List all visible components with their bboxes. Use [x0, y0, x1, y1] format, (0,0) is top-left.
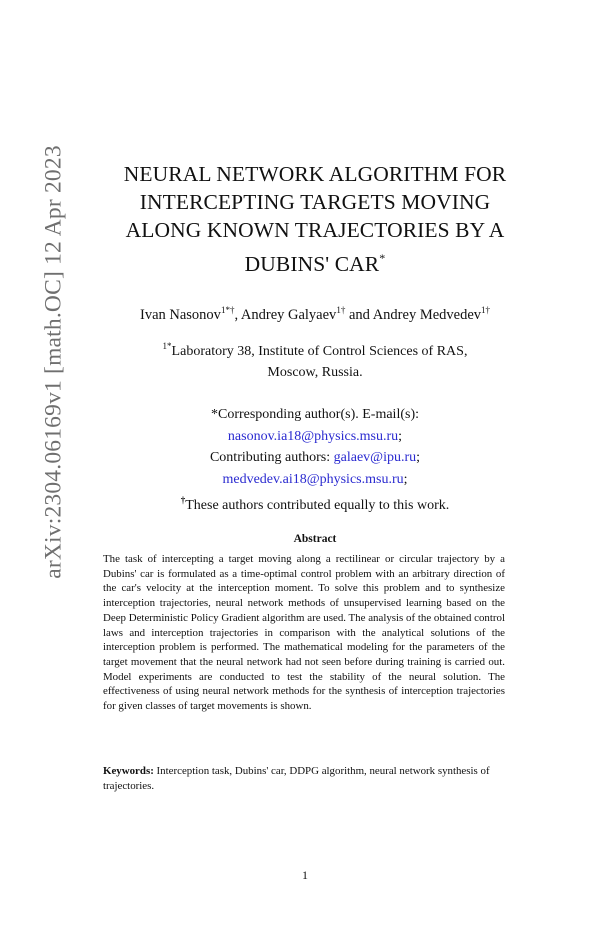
- contact-block: [60, 404, 570, 517]
- corresponding-label: *Corresponding author(s). E-mail(s):: [210, 407, 419, 422]
- equal-contribution-text: These authors contributed equally to this work.: [185, 498, 450, 513]
- contributing-email-line: [60, 469, 570, 491]
- author-affiliation-mark: 1*†: [220, 305, 235, 315]
- author-name: Ivan Nasonov: [139, 307, 221, 323]
- equal-contribution-mark: †: [180, 495, 186, 505]
- keywords-text: Interception task, Dubins' car, DDPG algorithm, neural network synthesis of trajectories.: [103, 765, 490, 792]
- title-line: NEURAL NETWORK ALGORITHM FOR: [123, 162, 507, 186]
- author-affiliation-mark: 1†: [336, 305, 346, 315]
- title-line: ALONG KNOWN TRAJECTORIES BY A: [125, 218, 505, 242]
- affiliation-location: Moscow, Russia.: [267, 365, 363, 380]
- contributing-email-link[interactable]: galaev@ipu.ru: [333, 450, 417, 465]
- arxiv-identifier: arXiv:2304.06169v1 [math.OC] 12 Apr 2023: [40, 145, 67, 579]
- author-separator: and: [345, 307, 373, 323]
- email-separator: ;: [403, 471, 408, 487]
- contributing-label: Contributing authors:: [209, 450, 334, 465]
- contributing-email-link[interactable]: medvedev.ai18@physics.msu.ru: [222, 471, 404, 487]
- affiliation-text: Laboratory 38, Institute of Control Sciences of RAS,: [171, 344, 468, 359]
- affiliation-mark: 1*: [162, 341, 172, 351]
- title-footnote-mark: *: [379, 251, 386, 265]
- author-list: [70, 305, 560, 324]
- title-line: [80, 244, 550, 278]
- affiliation-line: [60, 336, 570, 362]
- page-number: 1: [302, 868, 308, 882]
- author-name: Andrey Galyaev: [240, 307, 337, 323]
- title-line-text: DUBINS' CAR: [244, 252, 380, 276]
- title-line: INTERCEPTING TARGETS MOVING: [139, 190, 491, 214]
- author-name: Andrey Medvedev: [372, 307, 482, 323]
- author-affiliation-mark: 1†: [481, 305, 491, 315]
- email-separator: ;: [416, 450, 421, 465]
- author-separator: ,: [234, 307, 241, 323]
- abstract-text: The task of intercepting a target moving along a rectilinear or circular trajectory by a Dubins' car is formulated as a time-optimal control problem with an arbitrary direction of the car's velocity at the interception moment. To solve this problem and to synthesize interception trajectories, neural network methods of unsupervised learning based on the Deep Deterministic Policy Gradient algorithm are used. The analysis of the obtained control laws and interception trajectories in comparison with the analytical solutions of the interception problem is performed. The mathematical modeling for the parameters of the target movement that the neural network had not seen before during training is carried out. Model experiments are conducted to test the stability of the neural solution. The effectiveness of using neural network methods for the synthesis of interception trajectories for given classes of target movements is shown.: [103, 553, 505, 713]
- keywords: [103, 764, 505, 793]
- paper-title: [80, 160, 550, 278]
- equal-contribution-note: [60, 490, 570, 517]
- email-separator: ;: [398, 428, 403, 444]
- contributing-line: [60, 447, 570, 469]
- corresponding-email-line: [60, 426, 570, 448]
- corresponding-email-link[interactable]: nasonov.ia18@physics.msu.ru: [227, 428, 399, 444]
- keywords-label: Keywords:: [103, 765, 154, 777]
- affiliation: [60, 336, 570, 383]
- abstract-heading: Abstract: [293, 533, 337, 545]
